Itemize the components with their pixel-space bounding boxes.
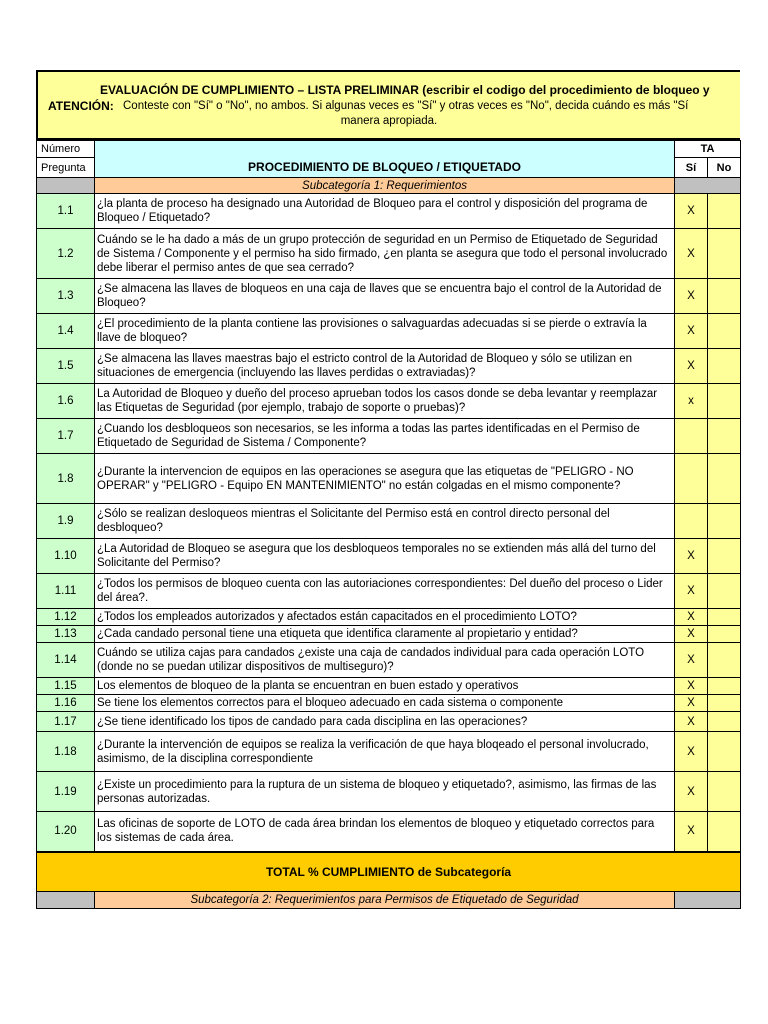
answer-si-cell[interactable]: X bbox=[675, 695, 708, 712]
subcategory-2: Subcategoría 2: Requerimientos para Permisos de Etiquetado de Seguridad bbox=[95, 892, 675, 909]
answer-no-cell[interactable] bbox=[708, 574, 741, 609]
answer-no-cell[interactable] bbox=[708, 712, 741, 732]
table-row bbox=[37, 349, 741, 384]
question-number: 1.5 bbox=[37, 349, 95, 384]
procedure-title: PROCEDIMIENTO DE BLOQUEO / ETIQUETADO bbox=[95, 141, 675, 178]
si-header-label: Sí bbox=[685, 161, 697, 174]
table-row bbox=[37, 454, 741, 504]
table-row bbox=[37, 712, 741, 732]
ta-label: TA bbox=[700, 143, 715, 155]
answer-no-cell[interactable] bbox=[708, 349, 741, 384]
table-row bbox=[37, 609, 741, 626]
question-number: 1.1 bbox=[37, 194, 95, 229]
answer-si-cell[interactable]: X bbox=[675, 626, 708, 643]
question-text: ¿Durante la intervencion de equipos en las operaciones se asegura que las etiquetas de "PELIGRO - NO OPERAR" y "PELIGRO - Equipo EN MANTENIMIENTO" no están colgadas en el mismo componente? bbox=[95, 454, 675, 504]
subcategory-1: Subcategoría 1: Requerimientos bbox=[95, 178, 675, 194]
question-text: ¿Sólo se realizan desloqueos mientras el Solicitante del Permiso está en control directo personal del desbloqueo? bbox=[95, 504, 675, 539]
total-compliance-label: TOTAL % CUMPLIMIENTO de Subcategoría bbox=[37, 852, 741, 892]
table-row bbox=[37, 574, 741, 609]
answer-no-cell[interactable] bbox=[708, 695, 741, 712]
question-text: ¿Existe un procedimiento para la ruptura de un sistema de bloqueo y etiquetado?, asimismo, las firmas de las personas autorizadas. bbox=[95, 772, 675, 812]
question-number: 1.13 bbox=[37, 626, 95, 643]
table-row bbox=[37, 314, 741, 349]
table-row bbox=[37, 504, 741, 539]
question-number: 1.18 bbox=[37, 732, 95, 772]
numero-header: Número bbox=[37, 141, 95, 158]
question-text: ¿la planta de proceso ha designado una Autoridad de Bloqueo para el control y disposición del programa de Bloqueo / Etiquetado? bbox=[95, 194, 675, 229]
answer-no-cell[interactable] bbox=[708, 626, 741, 643]
question-text: Cuándo se utiliza cajas para candados ¿existe una caja de candados individual para cada operación LOTO (donde no se puedan utilizar dispositivos de multiseguro)? bbox=[95, 643, 675, 678]
answer-si-cell[interactable]: X bbox=[675, 643, 708, 678]
answer-si-cell[interactable] bbox=[675, 454, 708, 504]
table-row bbox=[37, 626, 741, 643]
question-text: Se tiene los elementos correctos para el bloqueo adecuado en cada sistema o componente bbox=[95, 695, 675, 712]
question-number: 1.7 bbox=[37, 419, 95, 454]
question-text: ¿Se almacena las llaves maestras bajo el estricto control de la Autoridad de Bloqueo y sólo se utilizan en situaciones de emergencia (incluyendo las llaves perdidas o extraviadas)? bbox=[95, 349, 675, 384]
question-text: ¿El procedimiento de la planta contiene las provisiones o salvaguardas adecuadas si se pierde o extravía la llave de bloqueo? bbox=[95, 314, 675, 349]
answer-si-cell[interactable]: X bbox=[675, 732, 708, 772]
answer-si-cell[interactable]: X bbox=[675, 772, 708, 812]
question-text: ¿Durante la intervención de equipos se realiza la verificación de que haya bloqeado el personal involucrado, asimismo, de la disciplina correspondiente bbox=[95, 732, 675, 772]
answer-no-cell[interactable] bbox=[708, 772, 741, 812]
question-number: 1.14 bbox=[37, 643, 95, 678]
question-text: La Autoridad de Bloqueo y dueño del proceso aprueban todos los casos donde se deba levantar y reemplazar las Etiquetas de Seguridad (por ejemplo, trabajo de soporte o pruebas)? bbox=[95, 384, 675, 419]
table-row bbox=[37, 384, 741, 419]
question-number: 1.4 bbox=[37, 314, 95, 349]
attention-text: Conteste con "Sí" o "No", no ambos. Si algunas veces es "Sí" y otras veces es "No", decida cuándo es más "Sí bbox=[123, 100, 689, 112]
table-row bbox=[37, 539, 741, 574]
question-number: 1.6 bbox=[37, 384, 95, 419]
attention-text-line2: manera apropiada. bbox=[340, 115, 438, 127]
answer-si-cell[interactable]: X bbox=[675, 812, 708, 852]
evaluation-title: EVALUACIÓN DE CUMPLIMIENTO – LISTA PRELIMINAR (escribir el codigo del procedimiento de bloqueo y bbox=[100, 83, 710, 97]
table-row bbox=[37, 695, 741, 712]
table-row bbox=[37, 643, 741, 678]
answer-si-cell[interactable]: X bbox=[675, 609, 708, 626]
answer-no-cell[interactable] bbox=[708, 384, 741, 419]
question-number: 1.15 bbox=[37, 678, 95, 695]
question-text: Las oficinas de soporte de LOTO de cada área brindan los elementos de bloqueo y etiquetado correctos para los sistemas de cada área. bbox=[95, 812, 675, 852]
no-header bbox=[708, 158, 741, 178]
no-header-label: No bbox=[716, 161, 732, 174]
answer-no-cell[interactable] bbox=[708, 609, 741, 626]
answer-si-cell[interactable]: x bbox=[675, 384, 708, 419]
question-text: ¿Todos los empleados autorizados y afectados están capacitados en el procedimiento LOTO? bbox=[95, 609, 675, 626]
answer-si-cell[interactable]: X bbox=[675, 574, 708, 609]
answer-no-cell[interactable] bbox=[708, 279, 741, 314]
answer-no-cell[interactable] bbox=[708, 732, 741, 772]
subcategory-gray-cell bbox=[37, 892, 95, 909]
question-text: ¿La Autoridad de Bloqueo se asegura que los desbloqueos temporales no se extienden más allá del turno del Solicitante del Permiso? bbox=[95, 539, 675, 574]
table-row bbox=[37, 229, 741, 279]
question-number: 1.10 bbox=[37, 539, 95, 574]
instructions-header bbox=[36, 70, 740, 140]
answer-si-cell[interactable]: X bbox=[675, 712, 708, 732]
table-row bbox=[37, 812, 741, 852]
question-text: ¿Cuando los desbloqueos son necesarios, se les informa a todas las partes identificadas en el Permiso de Etiquetado de Seguridad de Sistema / Componente? bbox=[95, 419, 675, 454]
answer-si-cell[interactable]: X bbox=[675, 229, 708, 279]
question-text: Los elementos de bloqueo de la planta se encuentran en buen estado y operativos bbox=[95, 678, 675, 695]
table-row bbox=[37, 279, 741, 314]
answer-no-cell[interactable] bbox=[708, 194, 741, 229]
subcategory-gray-cell bbox=[37, 178, 95, 194]
question-number: 1.16 bbox=[37, 695, 95, 712]
answer-no-cell[interactable] bbox=[708, 229, 741, 279]
question-text: ¿Se tiene identificado los tipos de candado para cada disciplina en las operaciones? bbox=[95, 712, 675, 732]
answer-no-cell[interactable] bbox=[708, 504, 741, 539]
answer-no-cell[interactable] bbox=[708, 314, 741, 349]
answer-si-cell[interactable]: X bbox=[675, 194, 708, 229]
checklist-sheet bbox=[36, 70, 740, 909]
question-number: 1.2 bbox=[37, 229, 95, 279]
answer-no-cell[interactable] bbox=[708, 812, 741, 852]
answer-no-cell[interactable] bbox=[708, 419, 741, 454]
attention-label: ATENCIÓN: bbox=[48, 99, 114, 113]
subcategory-gray-cell bbox=[675, 892, 741, 909]
answer-si-cell[interactable]: X bbox=[675, 349, 708, 384]
answer-no-cell[interactable] bbox=[708, 643, 741, 678]
question-number: 1.9 bbox=[37, 504, 95, 539]
table-row bbox=[37, 419, 741, 454]
subcategory-gray-cell bbox=[675, 178, 741, 194]
question-text: Cuándo se le ha dado a más de un grupo protección de seguridad en un Permiso de Etiquetado de Seguridad de Sistema / Componente y el permiso ha sido firmado, ¿en planta se asegura que todo el personal involucrado debe liberar el permiso antes de que sea cerrado? bbox=[95, 229, 675, 279]
answer-no-cell[interactable] bbox=[708, 454, 741, 504]
answer-si-cell[interactable]: X bbox=[675, 539, 708, 574]
question-number: 1.12 bbox=[37, 609, 95, 626]
table-row bbox=[37, 732, 741, 772]
checklist-table bbox=[36, 140, 741, 909]
answer-si-cell[interactable] bbox=[675, 419, 708, 454]
question-text: ¿Se almacena las llaves de bloqueos en una caja de llaves que se encuentra bajo el control de la Autoridad de Bloqueo? bbox=[95, 279, 675, 314]
table-row bbox=[37, 678, 741, 695]
table-row bbox=[37, 194, 741, 229]
question-number: 1.11 bbox=[37, 574, 95, 609]
question-number: 1.19 bbox=[37, 772, 95, 812]
ta-header bbox=[675, 141, 741, 158]
answer-si-cell[interactable]: X bbox=[675, 678, 708, 695]
pregunta-header: Pregunta bbox=[37, 158, 95, 178]
question-text: ¿Todos los permisos de bloqueo cuenta con las autoriaciones correspondientes: Del dueño del proceso o Lider del área?. bbox=[95, 574, 675, 609]
answer-si-cell[interactable]: X bbox=[675, 279, 708, 314]
si-header bbox=[675, 158, 708, 178]
question-number: 1.20 bbox=[37, 812, 95, 852]
answer-no-cell[interactable] bbox=[708, 539, 741, 574]
question-number: 1.8 bbox=[37, 454, 95, 504]
answer-si-cell[interactable]: X bbox=[675, 314, 708, 349]
question-text: ¿Cada candado personal tiene una etiqueta que identifica claramente al propietario y entidad? bbox=[95, 626, 675, 643]
table-row bbox=[37, 772, 741, 812]
answer-no-cell[interactable] bbox=[708, 678, 741, 695]
question-number: 1.3 bbox=[37, 279, 95, 314]
question-number: 1.17 bbox=[37, 712, 95, 732]
answer-si-cell[interactable] bbox=[675, 504, 708, 539]
